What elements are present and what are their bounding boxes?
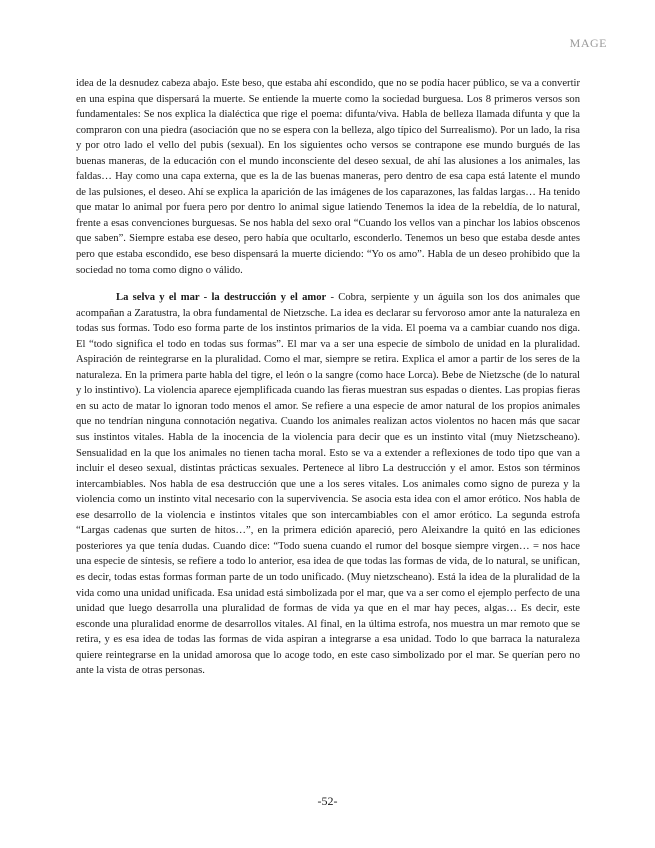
section-title: La selva y el mar - la destrucción y el amor [116,292,327,304]
paragraph-1: idea de la desnudez cabeza abajo. Este beso, que estaba ahí escondido, que no se podía hacer público, se va a convertir en una espina que dispersará la muerte. Se entiende la muerte como la sociedad burguesa. Los 8 primeros versos son fundamentales: Se nos explica la dialéctica que rige el poema: difunta/viva. Habla de belleza llamada difunta y que la compraron con una piedra (asociación que no se espera con la belleza, algo típico del Surrealismo). Por un lado, la risa y por otro lado el vello del pubis (sexual). En los siguientes ocho versos se contrapone ese mundo burgués de las buenas maneras, de la educación con el mundo inconsciente del deseo sexual, de ahí las alusiones a los animales, las faldas… Hay como una capa externa, que es la de las buenas maneras, pero dentro de esa capa está latente el mundo de las pulsiones, el deseo. Ahí se explica la aparición de las imágenes de los caparazones, las faldas largas… Ha tenido que matar lo animal por fuera pero por dentro lo animal sigue latiendo Tenemos la idea de la rebeldía, de lo natural, frente a esas convenciones burguesas. Se nos habla del sexo oral “Cuando los vellos van a pinchar los labios obscenos que saben”. Siempre estaba ese deseo, pero había que ocultarlo, esconderlo. Tenemos un beso que estaba desde antes pero que estaba escondido, ese beso dispensará la muerte diciendo: “Yo os amo”. Habla de un deseo prohibido que la sociedad no toma como digno o válido. [76,78,580,276]
paragraph-2 [76,290,580,679]
page-body [76,76,580,679]
page-number: -52- [317,794,338,808]
running-header: MAGE [569,36,607,50]
paragraph-2-text: - Cobra, serpiente y un águila son los dos animales que acompañan a Zaratustra, la obra fundamental de Nietzsche. La idea es declarar su fervoroso amor ante la naturaleza en todas sus formas. Todo eso forma parte de los instintos primarios de la vida. El poema va a cambiar cuando nos diga. El “todo significa el todo en todas sus formas”. El mar va a ser una especie de símbolo de unidad en la pluralidad. Aspiración de reintegrarse en la pluralidad. Como el mar, siempre se retira. Explica el amor a partir de los seres de la naturaleza. En la primera parte habla del tigre, el león o la sangre (como hace Lorca). Bebe de Nietzsche (de lo natural y lo instintivo). La violencia aparece ejemplificada cuando las fieras muestran sus espadas o dientes. Las propias fieras en su acto de matar lo ignoran todo menos el amor. Se refiere a una especie de amor natural de los propios animales que no tendrían ninguna connotación negativa. Cuando los animales realizan actos violentos no hacen más que sacar sus instintos vitales. Habla de la inocencia de la violencia para decir que es un instinto vital (muy Nietzscheano). Sensualidad en la que los animales no tienen tacha moral. Esto se va a extender a reflexiones de todo tipo que van a incluir el deseo sexual, distintas prácticas sexuales. Pertenece al libro La destrucción y el amor. Estos son términos intercambiables. Nos habla de esa destrucción que une a los seres vitales. Los animales como signo de pureza y la violencia como un instinto vital necesario con la supervivencia. Se asocia esta idea con el amor erótico. Nos habla de ese desarrollo de la violencia e instintos vitales que son intercambiables con el amor erótico. La segunda estrofa “Largas cadenas que surten de hitos…”, en la primera edición apareció, pero Aleixandre la quitó en las ediciones posteriores ya que tenía dudas. Cuando dice: “Todo suena cuando el rumor del bosque siempre virgen… = nos hace una especie de síntesis, se refiere a todo lo anterior, esa idea de que todas las formas de vida, de lo natural, se unifican, es decir, todas estas formas forman parte de un todo unificado. (Muy nietzscheano). Está la idea de la pluralidad de la vida como una unidad unificada. Esa unidad está simbolizada por el mar, que va a ser como el ejemplo perfecto de una unidad que luego desarrolla una pluralidad de formas de vida ya que en el mar hay peces, algas… Es decir, este esconde una pluralidad enorme de desarrollos vitales. Al final, en la última estrofa, nos muestra un mar remoto que se retira, y es esa idea de todas las formas de vida aspiran a integrarse a esa unidad. Todo lo que barraca la naturaleza quiere reintegrarse en la unidad amorosa que lo acoge todo, en este caso simbolizado por el mar. Se querían pero no ante la vista de otras personas. [76,292,580,677]
